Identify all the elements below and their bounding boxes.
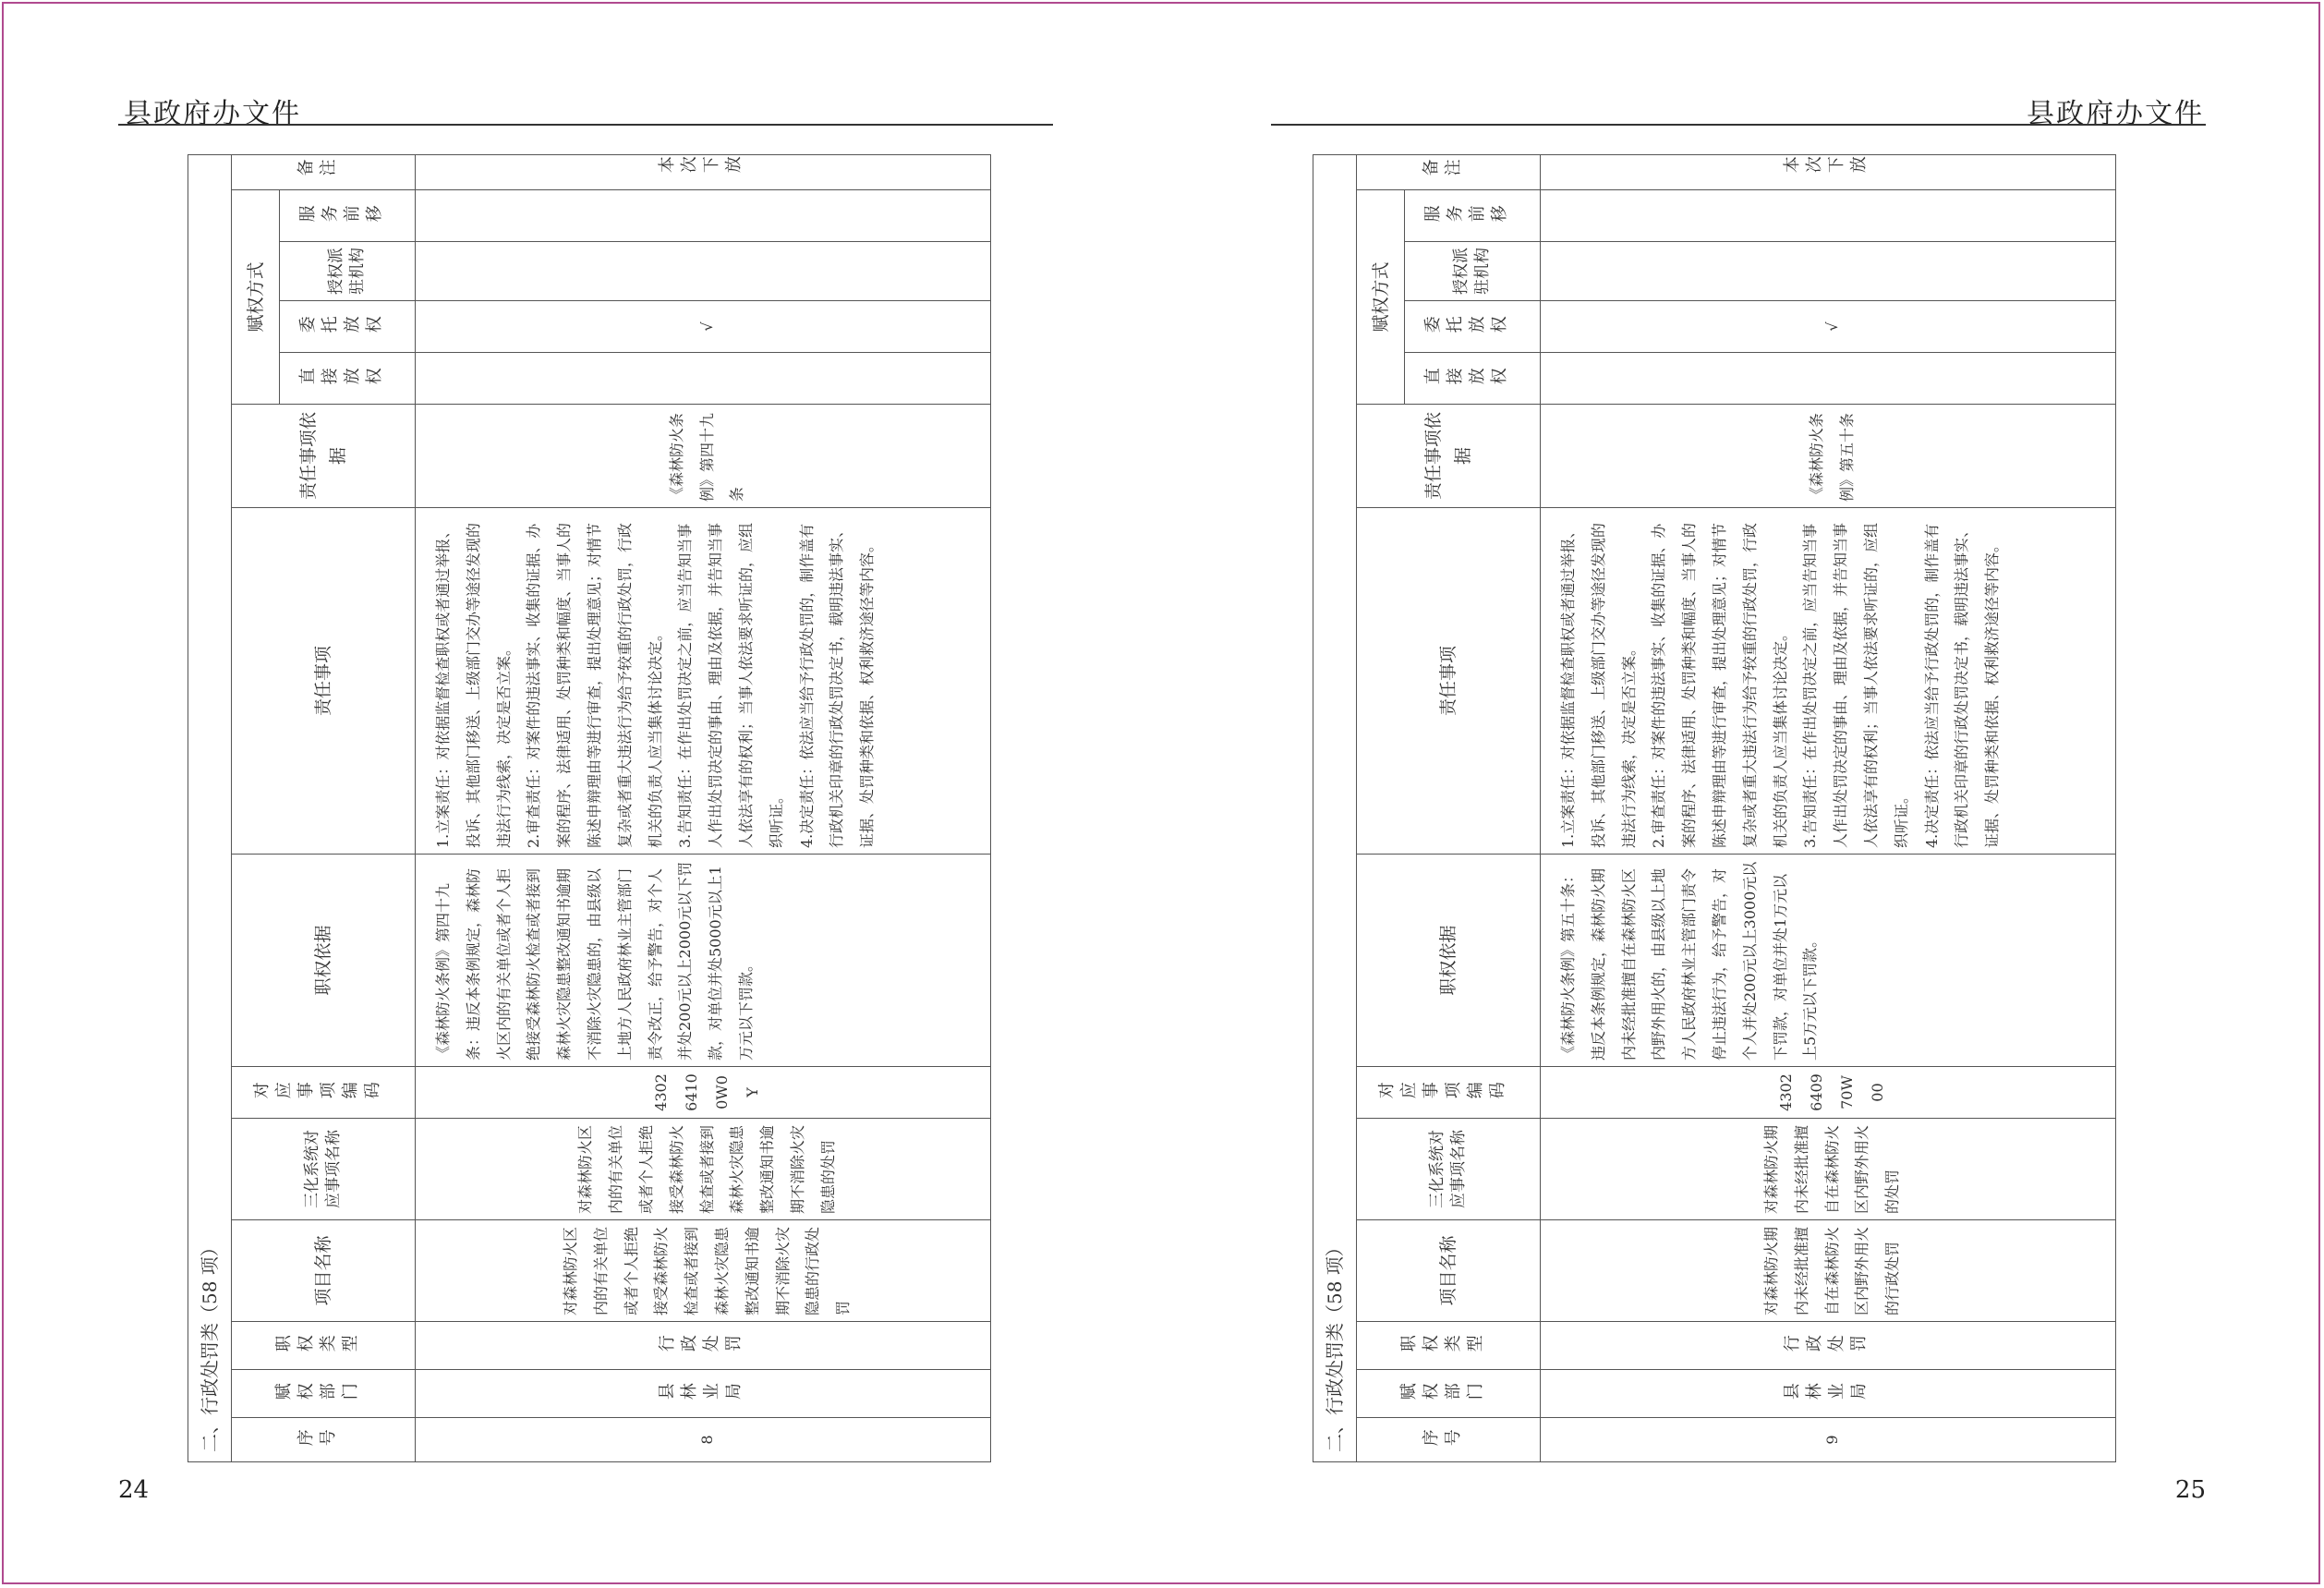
col-entrust: 委托放权 <box>1405 301 1541 353</box>
cell-remark: 本次下放 <box>1541 154 2116 189</box>
col-code: 对应事项编码 <box>1357 1067 1541 1119</box>
col-empower-group: 赋权方式 <box>232 190 280 405</box>
resp-item: 1.立案责任：对依据监督检查职权或者通过举报、投诉、其他部门移送、上级部门交办等途径发现的违法行为线索，决定是否立案。 <box>434 522 513 848</box>
col-seq: 序号 <box>1357 1418 1541 1462</box>
col-remark: 备注 <box>232 154 416 189</box>
cell-responsibility <box>1541 508 2116 855</box>
cell-basis: 《森林防火条例》第五十条：违反本条例规定，森林防火期内未经批准擅自在森林防火区内野外用火的，由县级以上地方人民政府林业主管部门责令停止违法行为，给予警告，对个人并处200元以上3000元以下罚款，对单位并处1万元以上5万元以下罚款。 <box>1541 855 2116 1067</box>
col-resp-basis: 责任事项依据 <box>1357 405 1541 508</box>
header-rule <box>1271 124 2206 126</box>
responsibility-table <box>1313 154 2116 1462</box>
cell-code: 4302640970W00 <box>1541 1067 2116 1119</box>
col-dept: 赋权部门 <box>232 1370 416 1418</box>
col-remark: 备注 <box>1357 154 1541 189</box>
col-authorize: 授权派驻机构 <box>280 242 416 301</box>
col-system-name: 三化系统对应事项名称 <box>1357 1119 1541 1220</box>
cell-seq: 9 <box>1541 1418 2116 1462</box>
cell-service <box>416 190 991 242</box>
header-rule <box>118 124 1053 126</box>
col-system-name: 三化系统对应事项名称 <box>232 1119 416 1220</box>
header-title: 县政府办文件 <box>2027 98 2204 130</box>
cell-dept: 县林业局 <box>1541 1370 2116 1418</box>
resp-item: 3.告知责任：在作出处罚决定之前，应当告知当事人作出处罚决定的事由、理由及依据，并告知当事人依法享有的权利；当事人依法要求听证的，应组织听证。 <box>676 522 785 848</box>
resp-item: 4.决定责任：依法应当给予行政处罚的，制作盖有行政机关印章的行政处罚决定书，载明违法事实、证据、处罚种类和依据、权利救济途径等内容。 <box>797 522 877 848</box>
cell-seq: 8 <box>416 1418 991 1462</box>
cell-resp-basis: 《森林防火条例》第四十九条 <box>416 405 991 508</box>
cell-remark: 本次下放 <box>416 154 991 189</box>
col-responsibility: 责任事项 <box>1357 508 1541 855</box>
col-code: 对应事项编码 <box>232 1067 416 1119</box>
cell-type: 行政处罚 <box>416 1322 991 1370</box>
page-number: 25 <box>2174 1476 2206 1504</box>
section-title-row <box>1313 154 1357 1461</box>
cell-system-name: 对森林防火区内的有关单位或者个人拒绝接受森林防火检查或者接到森林火灾隐患整改通知书逾期不消除火灾隐患的处罚 <box>416 1119 991 1220</box>
cell-dept: 县林业局 <box>416 1370 991 1418</box>
col-service: 服务前移 <box>1405 190 1541 242</box>
cell-basis: 《森林防火条例》第四十九条：违反本条例规定，森林防火区内的有关单位或者个人拒绝接受森林防火检查或者接到森林火灾隐患整改通知书逾期不消除火灾隐患的，由县级以上地方人民政府林业主管部门责令改正，给予警告，对个人并处200元以上2000元以下罚款，对单位并处5000元以上1万元以下罚款。 <box>416 855 991 1067</box>
rotated-table-container <box>1313 155 2116 1462</box>
table-row <box>1541 154 2116 1461</box>
cell-direct <box>1541 353 2116 405</box>
page-number: 24 <box>118 1476 150 1504</box>
cell-code: 430264100W0Y <box>416 1067 991 1119</box>
rotated-table-container <box>188 155 991 1462</box>
cell-direct <box>416 353 991 405</box>
cell-type: 行政处罚 <box>1541 1322 2116 1370</box>
cell-authorize <box>416 242 991 301</box>
page-right <box>1162 0 2324 1588</box>
section-title-row <box>188 154 232 1461</box>
col-type: 职权类型 <box>232 1322 416 1370</box>
col-direct: 直接放权 <box>1405 353 1541 405</box>
col-empower-group: 赋权方式 <box>1357 190 1405 405</box>
resp-item: 2.审查责任：对案件的违法事实、收集的证据、办案的程序、法律适用、处罚种类和幅度、当事人的陈述申辩理由等进行审查，提出处理意见；对情节复杂或者重大违法行为给予较重的行政处罚，行政机关的负责人应当集体讨论决定。 <box>1650 522 1789 848</box>
col-basis: 职权依据 <box>232 855 416 1067</box>
col-service: 服务前移 <box>280 190 416 242</box>
col-authorize: 授权派驻机构 <box>1405 242 1541 301</box>
col-type: 职权类型 <box>1357 1322 1541 1370</box>
cell-resp-basis: 《森林防火条例》第五十条 <box>1541 405 2116 508</box>
table-row <box>416 154 991 1461</box>
col-basis: 职权依据 <box>1357 855 1541 1067</box>
resp-item: 4.决定责任：依法应当给予行政处罚的，制作盖有行政机关印章的行政处罚决定书，载明违法事实、证据、处罚种类和依据、权利救济途径等内容。 <box>1922 522 2002 848</box>
cell-item-name: 对森林防火期内未经批准擅自在森林防火区内野外用火的行政处罚 <box>1541 1220 2116 1322</box>
col-dept: 赋权部门 <box>1357 1370 1541 1418</box>
resp-item: 1.立案责任：对依据监督检查职权或者通过举报、投诉、其他部门移送、上级部门交办等途径发现的违法行为线索，决定是否立案。 <box>1559 522 1638 848</box>
cell-system-name: 对森林防火期内未经批准擅自在森林防火区内野外用火的处罚 <box>1541 1119 2116 1220</box>
header-row-1 <box>232 154 280 1461</box>
cell-service <box>1541 190 2116 242</box>
col-seq: 序号 <box>232 1418 416 1462</box>
section-title: 二、行政处罚类（58 项） <box>1313 154 1357 1461</box>
responsibility-table <box>188 154 991 1462</box>
cell-entrust: √ <box>1541 301 2116 353</box>
cell-entrust: √ <box>416 301 991 353</box>
col-item-name: 项目名称 <box>232 1220 416 1322</box>
cell-responsibility <box>416 508 991 855</box>
cell-authorize <box>1541 242 2116 301</box>
col-entrust: 委托放权 <box>280 301 416 353</box>
col-direct: 直接放权 <box>280 353 416 405</box>
resp-item: 3.告知责任：在作出处罚决定之前，应当告知当事人作出处罚决定的事由、理由及依据，并告知当事人依法享有的权利；当事人依法要求听证的，应组织听证。 <box>1801 522 1910 848</box>
header-title: 县政府办文件 <box>124 98 301 130</box>
col-resp-basis: 责任事项依据 <box>232 405 416 508</box>
cell-item-name: 对森林防火区内的有关单位或者个人拒绝接受森林防火检查或者接到森林火灾隐患整改通知书逾期不消除火灾隐患的行政处罚 <box>416 1220 991 1322</box>
section-title: 二、行政处罚类（58 项） <box>188 154 232 1461</box>
col-responsibility: 责任事项 <box>232 508 416 855</box>
col-item-name: 项目名称 <box>1357 1220 1541 1322</box>
resp-item: 2.审查责任：对案件的违法事实、收集的证据、办案的程序、法律适用、处罚种类和幅度、当事人的陈述申辩理由等进行审查，提出处理意见；对情节复杂或者重大违法行为给予较重的行政处罚，行政机关的负责人应当集体讨论决定。 <box>525 522 664 848</box>
header-row-1 <box>1357 154 1405 1461</box>
